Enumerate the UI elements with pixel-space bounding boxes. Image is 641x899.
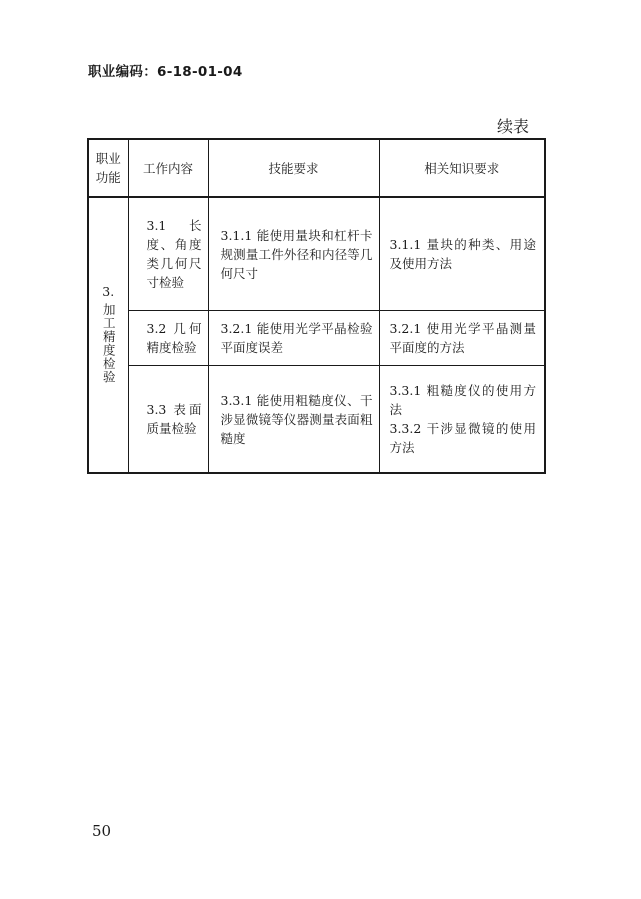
knowledge-item: 3.3.2 干涉显微镜的使用方法: [389, 421, 536, 455]
knowledge-cell: [379, 197, 545, 311]
skill-cell: 3.2.1 能使用光学平晶检验平面度误差: [208, 311, 379, 366]
header-work-content: 工作内容: [128, 139, 208, 197]
job-code: 职业编码：6-18-01-04: [88, 64, 243, 80]
function-name: 加工精度检验: [101, 302, 117, 384]
knowledge-item: 3.1.1 量块的种类、用途及使用方法: [389, 237, 536, 271]
skill-cell: 3.1.1 能使用量块和杠杆卡规测量工件外径和内径等几何尺寸: [208, 197, 379, 311]
knowledge-cell: [379, 311, 545, 366]
knowledge-item: 3.3.1 粗糙度仪的使用方法: [389, 383, 536, 417]
skill-cell: 3.3.1 能使用粗糙度仪、干涉显微镜等仪器测量表面粗糙度: [208, 366, 379, 474]
work-content-cell: 3.1 长度、角度类几何尺寸检验: [128, 197, 208, 311]
table-row: [88, 366, 545, 474]
header-knowledge-requirements: 相关知识要求: [379, 139, 545, 197]
function-number: 3.: [102, 283, 115, 299]
header-skill-requirements: 技能要求: [208, 139, 379, 197]
function-cell: [88, 197, 128, 473]
work-content-cell: 3.2 几何精度检验: [128, 311, 208, 366]
work-content-cell: 3.3 表面质量检验: [128, 366, 208, 474]
skills-table: [87, 138, 546, 474]
table-header-row: [88, 139, 545, 197]
table-row: [88, 311, 545, 366]
header-function: 职业功能: [88, 139, 128, 197]
continued-label: 续表: [497, 117, 530, 136]
page-number: 50: [92, 822, 112, 840]
knowledge-item: 3.2.1 使用光学平晶测量平面度的方法: [389, 321, 536, 355]
knowledge-cell: [379, 366, 545, 474]
table-row: [88, 197, 545, 311]
